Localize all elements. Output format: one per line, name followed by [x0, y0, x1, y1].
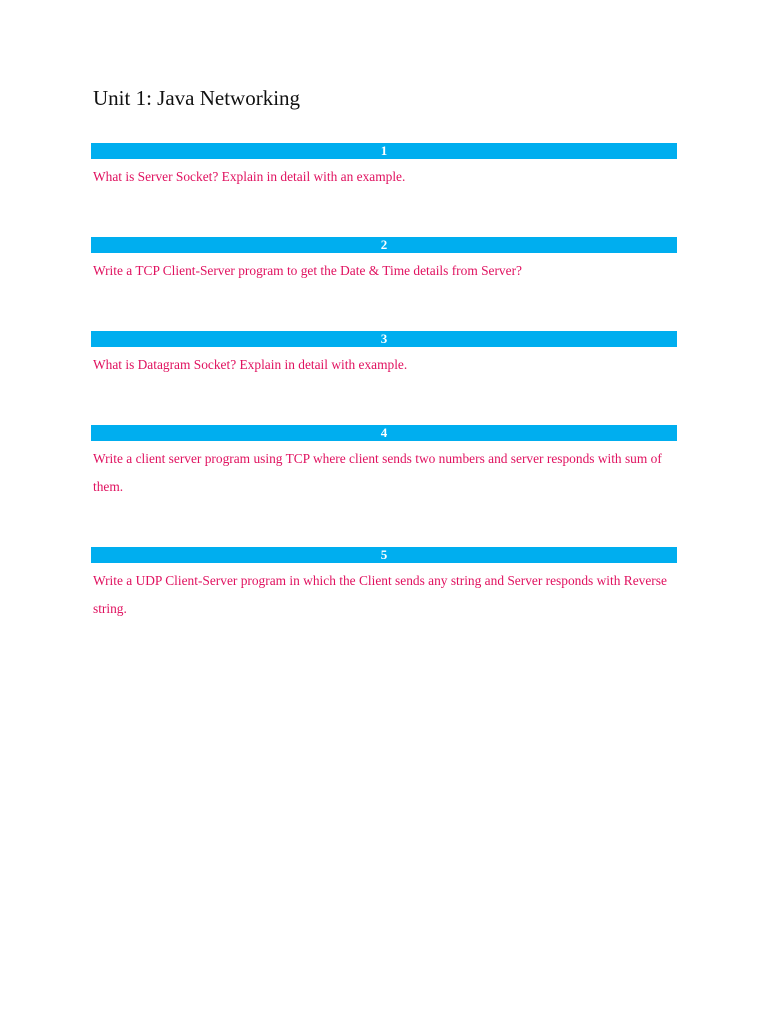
- question-text: Write a TCP Client-Server program to get the Date & Time details from Server?: [93, 263, 522, 278]
- question-item: [91, 547, 677, 623]
- question-text: What is Datagram Socket? Explain in detail with example.: [93, 357, 408, 372]
- question-number-bar: 5: [91, 547, 677, 563]
- question-item: [91, 143, 677, 237]
- question-item: [91, 331, 677, 425]
- question-text: Write a client server program using TCP where client sends two numbers and server responds with sum of them.: [93, 451, 662, 494]
- question-text: What is Server Socket? Explain in detail with an example.: [93, 169, 406, 184]
- question-text: Write a UDP Client-Server program in which the Client sends any string and Server responds with Reverse string.: [93, 573, 667, 616]
- question-number-bar: 1: [91, 143, 677, 159]
- question-number-bar: 4: [91, 425, 677, 441]
- question-list: [91, 143, 677, 623]
- question-number-bar: 2: [91, 237, 677, 253]
- question-number-bar: 3: [91, 331, 677, 347]
- question-item: [91, 237, 677, 331]
- document-title: Unit 1: Java Networking: [93, 86, 301, 110]
- question-item: [91, 425, 677, 547]
